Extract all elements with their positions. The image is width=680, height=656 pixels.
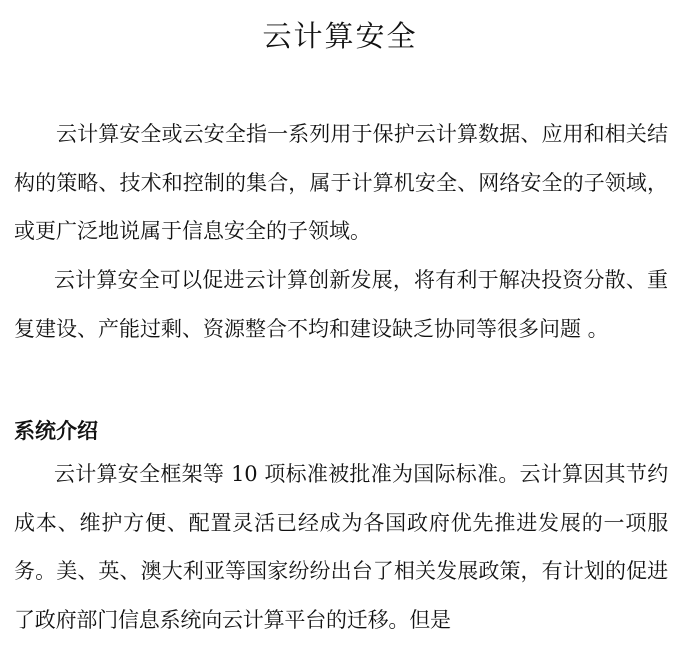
- section-paragraph: 云计算安全框架等 10 项标准被批准为国际标准。云计算因其节约成本、维护方便、配置灵活已经成为各国政府优先推进发展的一项服务。美、英、澳大利亚等国家纷纷出台了相关发展政策，有计划的促进了政府部门信息系统向云计算平台的迁移。但是: [14, 462, 668, 632]
- benefits-paragraph: 云计算安全可以促进云计算创新发展，将有利于解决投资分散、重复建设、产能过剩、资源整合不均和建设缺乏协同等很多问题 。: [14, 268, 668, 341]
- document-title: 云计算安全: [262, 19, 418, 53]
- intro-paragraph: 云计算安全或云安全指一系列用于保护云计算数据、应用和相关结构的策略、技术和控制的集合，属于计算机安全、网络安全的子领域，或更广泛地说属于信息安全的子领域。: [14, 122, 668, 243]
- section-heading: 系统介绍: [14, 418, 98, 443]
